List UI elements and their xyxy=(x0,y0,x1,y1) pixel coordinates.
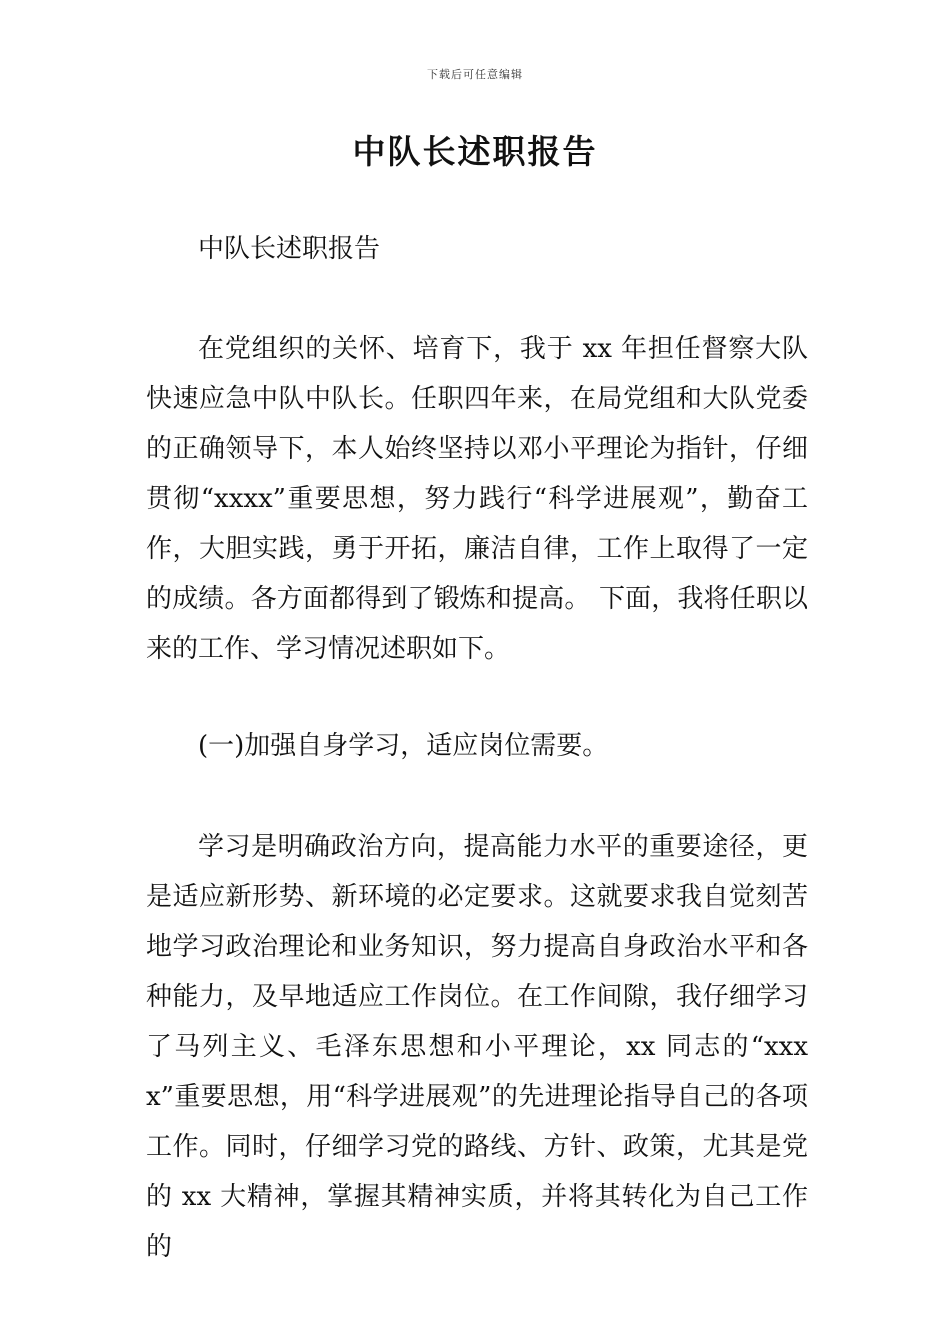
section-heading: (一)加强自身学习，适应岗位需要。 xyxy=(198,731,609,761)
document-title: 中队长述职报告 xyxy=(352,132,598,171)
study-paragraph: 学习是明确政治方向，提高能力水平的重要途径，更是适应新形势、新环境的必定要求。这就要求我自觉刻苦地学习政治理论和业务知识，努力提高自身政治水平和各种能力，及早地适应工作岗位。在工作间隙，我仔细学习了马列主义、毛泽东思想和小平理论，xx 同志的“xxxx”重要思想，用“科学进展观”的先进理论指导自己的各项工作。同时，仔细学习党的路线、方针、政策，尤其是党的 xx 大精神，掌握其精神实质，并将其转化为自己工作的 xyxy=(146,832,808,1262)
subtitle-paragraph: 中队长述职报告 xyxy=(198,234,381,264)
header-note: 下载后可任意编辑 xyxy=(427,68,523,81)
intro-paragraph: 在党组织的关怀、培育下，我于 xx 年担任督察大队快速应急中队中队长。任职四年来，在局党组和大队党委的正确领导下，本人始终坚持以邓小平理论为指针，仔细贯彻“xxxx”重要思想，努力践行“科学进展观”，勤奋工作，大胆实践，勇于开拓，廉洁自律，工作上取得了一定的成绩。各方面都得到了锻炼和提高。 下面，我将任职以来的工作、学习情况述职如下。 xyxy=(146,334,808,664)
